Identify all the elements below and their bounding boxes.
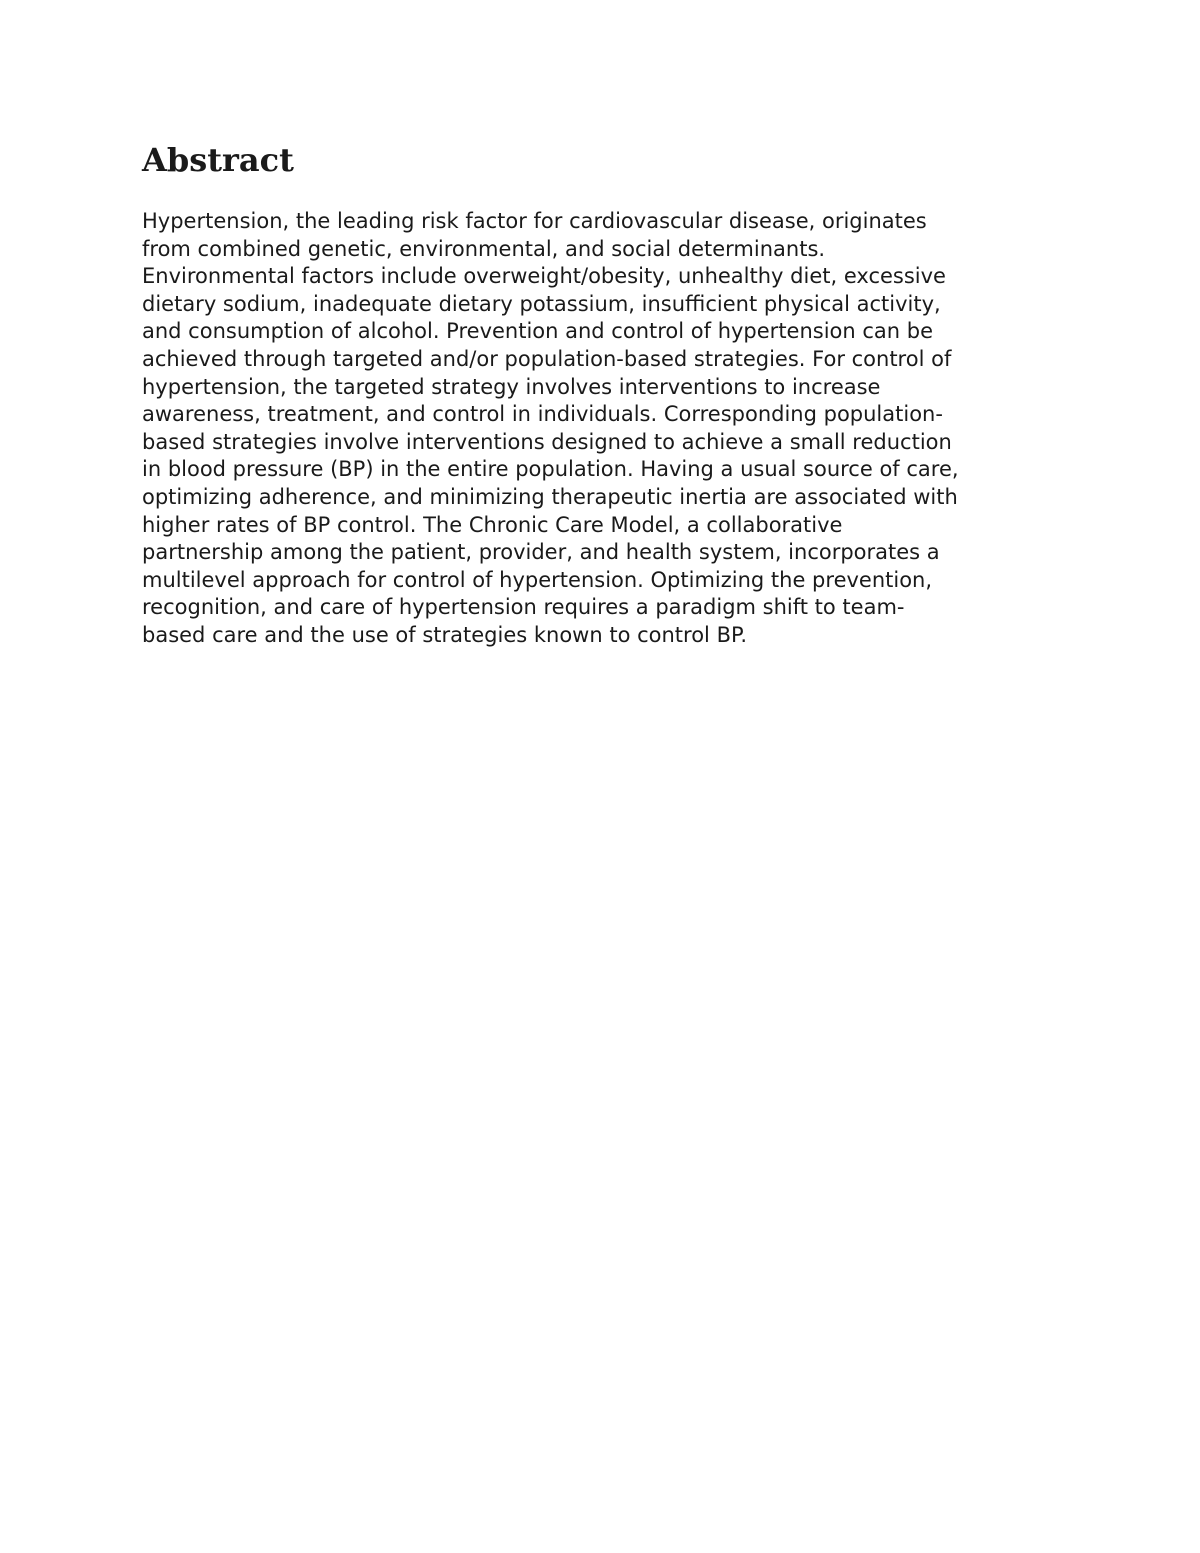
abstract-line: higher rates of BP control. The Chronic Care Model, a collaborative — [142, 512, 843, 537]
abstract-line: from combined genetic, environmental, and social determinants. — [142, 236, 826, 261]
abstract-line: based strategies involve interventions designed to achieve a small reduction — [142, 429, 952, 454]
abstract-line: hypertension, the targeted strategy involves interventions to increase — [142, 374, 881, 399]
abstract-line: Hypertension, the leading risk factor for cardiovascular disease, originates — [142, 209, 927, 233]
abstract-body — [142, 208, 1062, 650]
abstract-heading: Abstract — [142, 141, 294, 179]
abstract-line: awareness, treatment, and control in individuals. Corresponding population- — [142, 402, 943, 427]
abstract-line: Environmental factors include overweight/obesity, unhealthy diet, excessive — [142, 264, 946, 289]
abstract-line: achieved through targeted and/or population-based strategies. For control of — [142, 346, 952, 371]
abstract-line: partnership among the patient, provider, and health system, incorporates a — [142, 540, 940, 565]
abstract-line: multilevel approach for control of hypertension. Optimizing the prevention, — [142, 567, 933, 592]
abstract-line: based care and the use of strategies known to control BP. — [142, 622, 748, 647]
abstract-line: in blood pressure (BP) in the entire population. Having a usual source of care, — [142, 457, 959, 482]
abstract-line: dietary sodium, inadequate dietary potassium, insufficient physical activity, — [142, 291, 941, 316]
abstract-line: recognition, and care of hypertension requires a paradigm shift to team- — [142, 595, 905, 620]
abstract-section — [142, 140, 1062, 650]
abstract-line: optimizing adherence, and minimizing therapeutic inertia are associated with — [142, 484, 958, 509]
abstract-line: and consumption of alcohol. Prevention and control of hypertension can be — [142, 319, 934, 344]
